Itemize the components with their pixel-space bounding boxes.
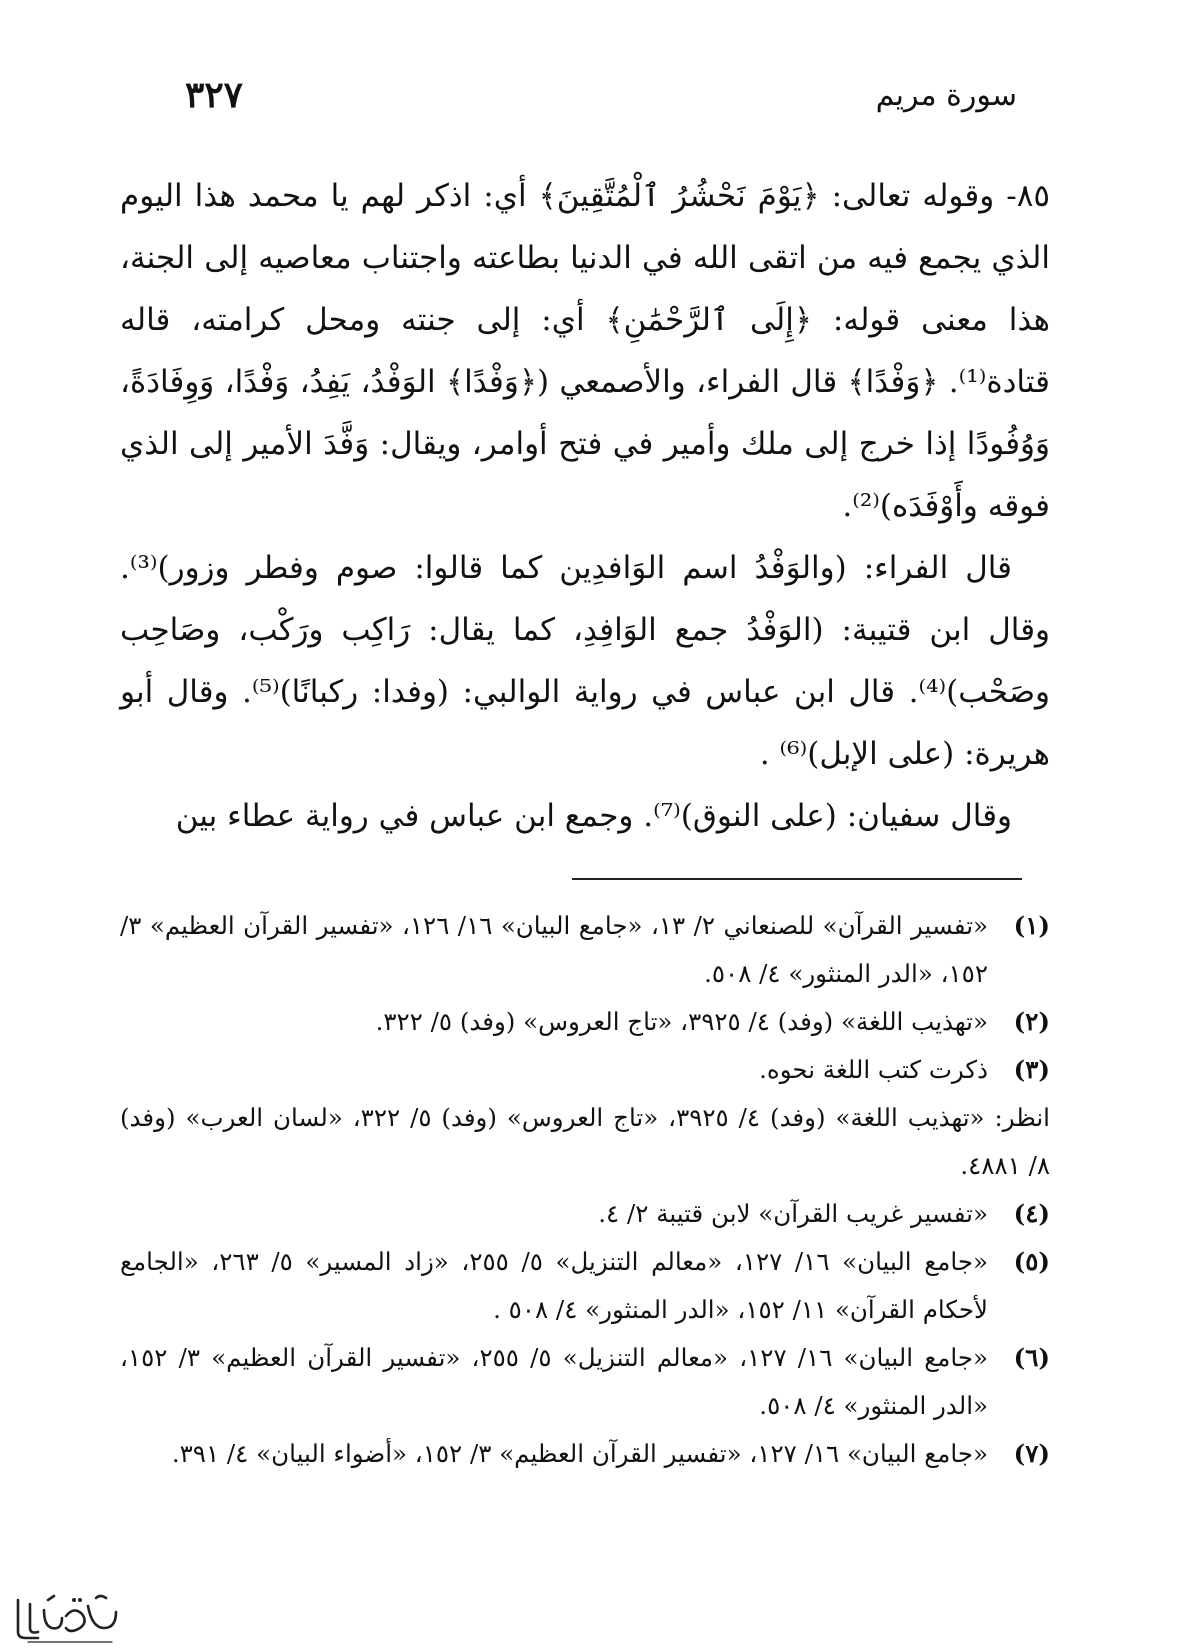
footnote-continuation: انظر: «تهذيب اللغة» (وفد) ٤/ ٣٩٢٥، «تاج العروس» (وفد) ٥/ ٣٢٢، «لسان العرب» (وفد) ٨/ ٤٨٨١. [120,1103,1050,1180]
page-number: ٣٢٧ [185,74,244,116]
paragraph: وقال سفيان: (على النوق)⁽⁷⁾. وجمع ابن عباس في رواية عطاء بين [175,798,1012,834]
footnote-text: «تهذيب اللغة» (وفد) ٤/ ٣٩٢٥، «تاج العروس» (وفد) ٥/ ٣٢٢. [375,1007,988,1036]
body-text [120,165,1050,847]
running-title: سورة مريم [875,78,1017,113]
footnote-number: (٥) [1013,1247,1050,1276]
footnote [120,1190,1050,1238]
footnote-number: (٧) [1013,1439,1050,1468]
footnote-text: «تفسير غريب القرآن» لابن قتيبة ٢/ ٤. [598,1199,988,1228]
footnote-text: «تفسير القرآن» للصنعاني ٢/ ١٣، «جامع البيان» ١٦/ ١٢٦، «تفسير القرآن العظيم» ٣/ ١٥٢، «الدر المنثور» ٤/ ٥٠٨. [120,911,989,988]
footnote-text: «جامع البيان» ١٦/ ١٢٧، «تفسير القرآن العظيم» ٣/ ١٥٢، «أضواء البيان» ٤/ ٣٩١. [171,1439,988,1468]
footnote [120,1046,1050,1094]
footnote [120,998,1050,1046]
footnote-number: (١) [1013,911,1050,940]
footnote [120,1334,1050,1430]
footnote-number: (٢) [1013,1007,1050,1036]
footnote-separator [572,878,1022,880]
footnote-number: (٤) [1013,1199,1050,1228]
footnote-text: «جامع البيان» ١٦/ ١٢٧، «معالم التنزيل» ٥/ ٢٥٥، «زاد المسير» ٥/ ٢٦٣، «الجامع لأحكام القرآن» ١١/ ١٥٢، «الدر المنثور» ٤/ ٥٠٨ . [120,1247,989,1324]
footnote-text: «جامع البيان» ١٦/ ١٢٧، «معالم التنزيل» ٥/ ٢٥٥، «تفسير القرآن العظيم» ٣/ ١٥٢، «الدر المنثور» ٤/ ٥٠٨. [120,1343,988,1420]
paragraph: قال الفراء: (والوَفْدُ اسم الوَافدِين كما قالوا: صوم وفطر وزور)⁽³⁾. وقال ابن قتيبة: (الوَفْدُ جمع الوَافِدِ، كما يقال: رَاكِب ورَكْب، وصَاحِب وصَحْب)⁽⁴⁾. قال ابن عباس في رواية الوالبي: (وفدا: ركبانًا)⁽⁵⁾. وقال أبو هريرة: (على الإبل)⁽⁶⁾ . [120,550,1050,772]
almosahem-logo-icon [8,1588,126,1646]
footnote-number: (٦) [1013,1343,1050,1372]
footnote [120,902,1050,998]
footnote [120,1430,1050,1478]
footnote-number: (٣) [1013,1055,1050,1084]
footnote [120,1238,1050,1334]
footnotes [120,902,1050,1478]
paragraph: ٨٥- وقوله تعالى: ﴿يَوْمَ نَحْشُرُ ٱلْمُتَّقِينَ﴾ أي: اذكر لهم يا محمد هذا اليوم الذي يجمع فيه من اتقى الله في الدنيا بطاعته واجتناب معاصيه إلى الجنة، هذا معنى قوله: ﴿إِلَى ٱلرَّحْمَٰنِ﴾ أي: إلى جنته ومحل كرامته، قاله قتادة⁽¹⁾. ﴿وَفْدًا﴾ قال الفراء، والأصمعي (﴿وَفْدًا﴾ الوَفْدُ، يَفِدُ، وَفْدًا، وَوِفَادَةً، وَوُفُودًا إذا خرج إلى ملك وأمير في فتح أوامر، ويقال: وَفَّدَ الأمير إلى الذي فوقه وأَوْفَدَه)⁽²⁾. [120,178,1050,524]
footnote-text: ذكرت كتب اللغة نحوه. [759,1055,988,1084]
